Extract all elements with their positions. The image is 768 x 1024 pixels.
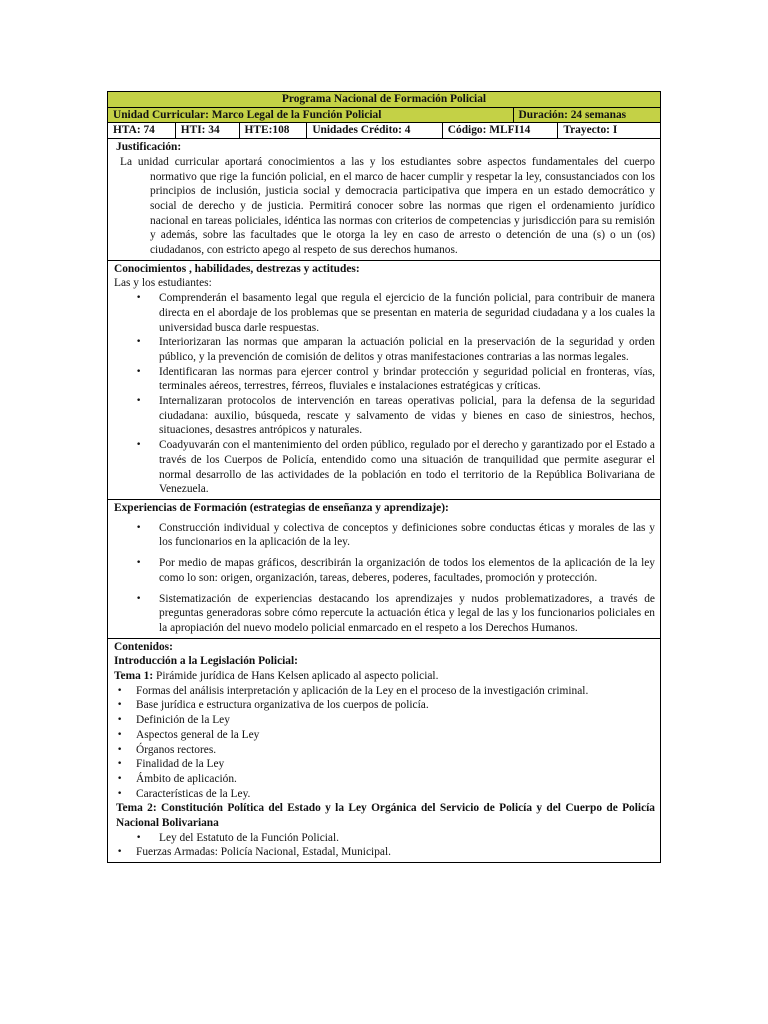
tema2-title: Tema 2: Constitución Política del Estado y la Ley Orgánica del Servicio de Policía y del Cuerpo de Policía Nacional Bolivariana xyxy=(116,802,655,830)
list-item: • Internalizaran protocolos de intervención en tareas operativas policial, para la defensa de la seguridad ciudadana: auxilio, búsqueda, rescate y salvamento de vidas y bienes en caso de siniestros, hechos, situaciones, desastres antrópicos y naturales. xyxy=(114,394,655,438)
unit-row xyxy=(107,108,661,124)
curricular-document xyxy=(107,91,661,863)
program-title: Programa Nacional de Formación Policial xyxy=(281,93,487,105)
tema2-sublist xyxy=(114,831,655,846)
duration: Duración: 24 semanas xyxy=(518,108,627,121)
list-item: • Base jurídica e estructura organizativa de los cuerpos de policía. xyxy=(114,698,655,713)
tema1-line xyxy=(114,669,655,684)
conocimientos-list xyxy=(114,291,655,497)
list-item: • Interiorizaran las normas que amparan la actuación policial en la preservación de la seguridad y orden público, y la prevención de comisión de delitos y otras manifestaciones contrarias a las normas legales. xyxy=(114,335,655,364)
justificacion-title: Justificación: xyxy=(116,141,182,154)
list-item: • Aspectos general de la Ley xyxy=(114,728,655,743)
tema1-label: Tema 1: xyxy=(114,670,154,683)
conocimientos-section xyxy=(107,261,661,500)
conocimientos-intro: Las y los estudiantes: xyxy=(114,277,212,290)
contenidos-title: Contenidos: xyxy=(114,640,173,653)
contenidos-section xyxy=(107,639,661,864)
trayecto-value: Trayecto: I xyxy=(563,124,618,137)
program-title-row xyxy=(107,91,661,108)
info-row xyxy=(107,123,661,139)
list-item: • Características de la Ley. xyxy=(114,787,655,802)
list-item: • Identificaran las normas para ejercer control y brindar protección y seguridad policial en fronteras, vías, terminales aéreos, terrestres, férreos, fluviales e instalaciones estratégicas y críticas. xyxy=(114,365,655,394)
list-item: • Construcción individual y colectiva de conceptos y definiciones sobre conductas éticas y morales de las y los funcionarios en la aplicación de la ley. xyxy=(114,521,655,550)
credits-value: Unidades Crédito: 4 xyxy=(307,123,442,138)
experiencias-list xyxy=(114,521,655,636)
list-item: • Coadyuvarán con el mantenimiento del orden público, regulado por el derecho y garantizado por el Estado a través de los Cuerpos de Policía, entendido como una situación de tranquilidad que permite asegurar el normal desarrollo de las actividades de la población en todo el territorio de la República Bolivariana de Venezuela. xyxy=(114,438,655,497)
hta-value: HTA: 74 xyxy=(108,123,176,138)
list-item: • Ámbito de aplicación. xyxy=(114,772,655,787)
tema1-list xyxy=(114,684,655,802)
list-item: • Por medio de mapas gráficos, describirán la organización de todos los elementos de la aplicación de la ley como lo son: origen, organización, tareas, deberes, poderes, facultades, promoción y protección. xyxy=(114,556,655,585)
experiencias-title: Experiencias de Formación (estrategias de enseñanza y aprendizaje): xyxy=(114,501,449,514)
list-item: • Formas del análisis interpretación y aplicación de la Ley en el proceso de la investigación criminal. xyxy=(114,684,655,699)
justificacion-text: La unidad curricular aportará conocimientos a las y los estudiantes sobre aspectos fundamentales del cuerpo normativo que rige la función policial, en el marco de hacer cumplir y respetar la ley, consustanciados con los principios de inclusión, justicia social y democracia participativa que impera en un estado democrático y social de derecho y de justicia. Permitirá conocer sobre las normas que rigen el ordenamiento jurídico nacional en tareas policiales, idéntica las normas con criterios de competencias y jurisdicción para su remisión y además, sobre las facultades que le otorga la ley en caso de arresto o detención de una (s) o un (os) ciudadanos, con estricto apego al respeto de sus derechos humanos. xyxy=(120,155,655,257)
introduccion-title: Introducción a la Legislación Policial: xyxy=(114,655,298,668)
hti-value: HTI: 34 xyxy=(176,123,240,138)
list-item: • Definición de la Ley xyxy=(114,713,655,728)
list-item: • Fuerzas Armadas: Policía Nacional, Estadal, Municipal. xyxy=(114,845,655,860)
code-value: Código: MLFI14 xyxy=(443,123,559,138)
justificacion-section xyxy=(107,139,661,261)
experiencias-section xyxy=(107,500,661,639)
hte-value: HTE:108 xyxy=(240,123,308,138)
conocimientos-title: Conocimientos , habilidades, destrezas y actitudes: xyxy=(114,262,360,275)
unit-name: Unidad Curricular: Marco Legal de la Función Policial xyxy=(108,108,514,123)
list-item: • Ley del Estatuto de la Función Policial. xyxy=(114,831,655,846)
list-item: • Órganos rectores. xyxy=(114,743,655,758)
tema2-list xyxy=(114,845,655,860)
list-item: • Comprenderán el basamento legal que regula el ejercicio de la función policial, para contribuir de manera directa en el abordaje de los problemas que se presentan en materia de seguridad ciudadana y a los cuales la universidad busca darle respuestas. xyxy=(114,291,655,335)
list-item: • Sistematización de experiencias destacando los aprendizajes y nudos problematizadores, a través de preguntas generadoras sobre cómo repercute la actuación ética y legal de las y los funcionarios policiales en la apropiación del nuevo modelo policial enmarcado en el respeto a los Derechos Humanos. xyxy=(114,592,655,636)
tema1-text: Pirámide jurídica de Hans Kelsen aplicado al aspecto policial. xyxy=(153,670,439,683)
list-item: • Finalidad de la Ley xyxy=(114,757,655,772)
